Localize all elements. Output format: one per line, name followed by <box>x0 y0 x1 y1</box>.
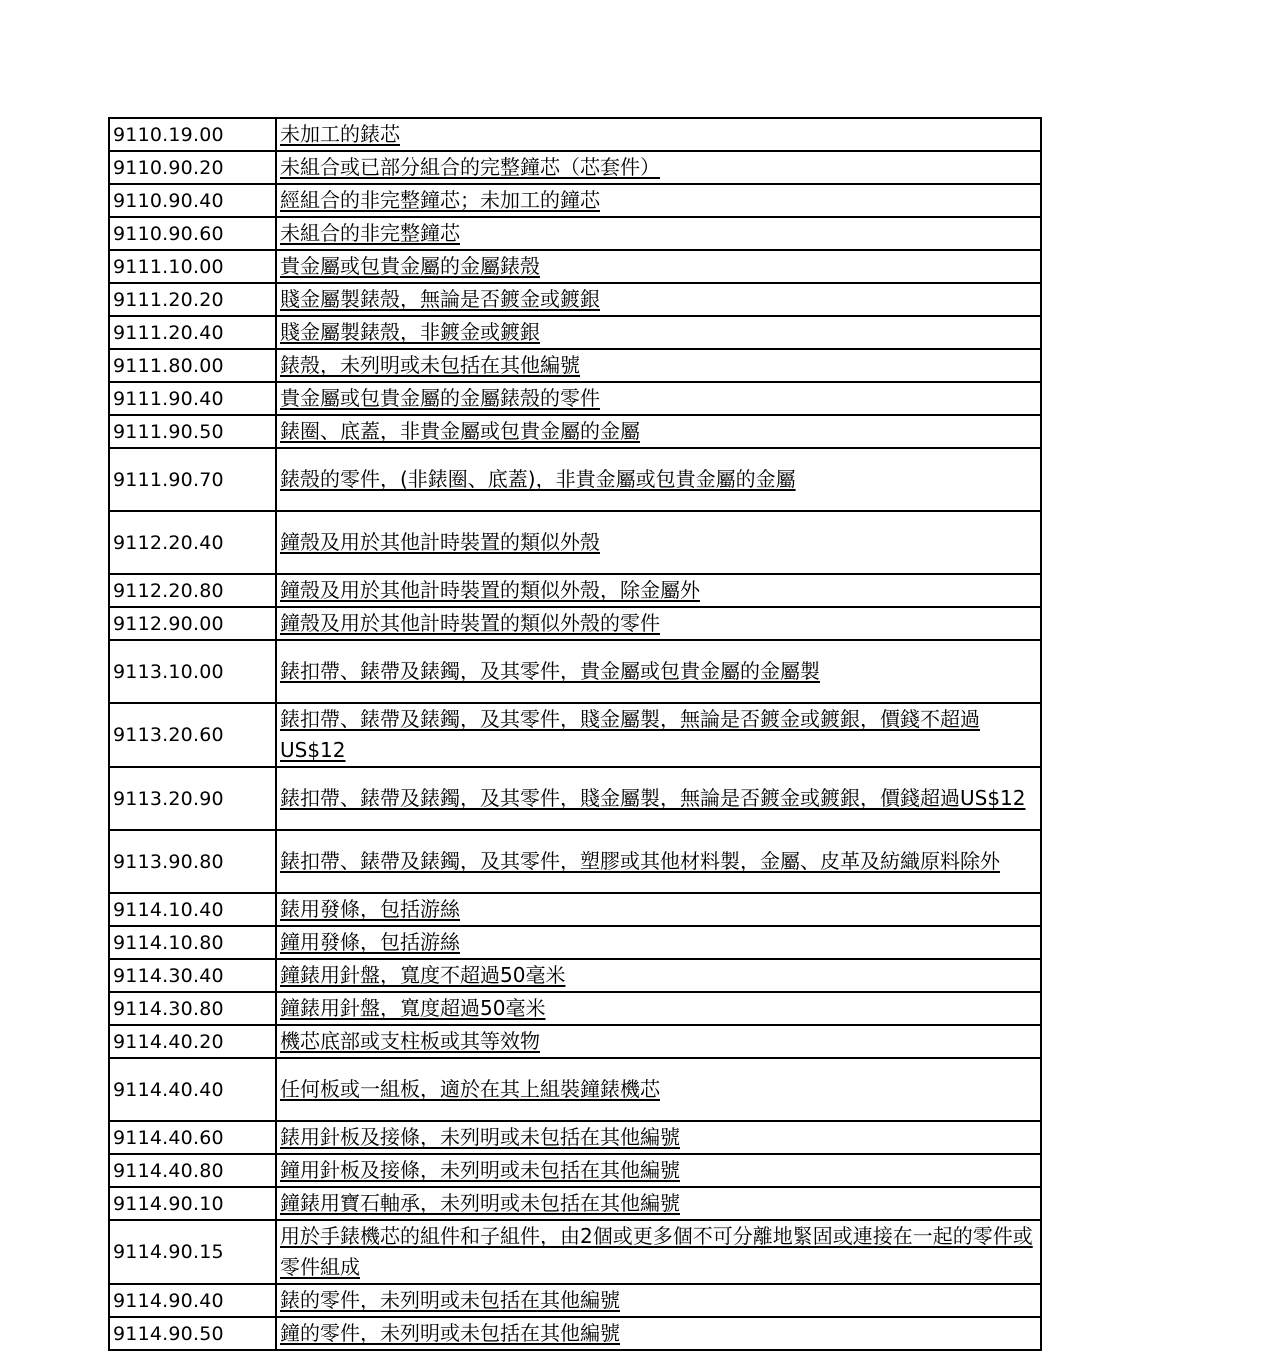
description-cell: 鐘殼及用於其他計時裝置的類似外殼 <box>276 511 1041 574</box>
table-row <box>109 1317 1041 1350</box>
description-cell: 未組合或已部分組合的完整鐘芯（芯套件） <box>276 151 1041 184</box>
tariff-code-table <box>108 117 1042 1351</box>
tariff-code-cell: 9111.90.50 <box>109 415 276 448</box>
table-row <box>109 382 1041 415</box>
description-cell: 鐘的零件，未列明或未包括在其他編號 <box>276 1317 1041 1350</box>
tariff-code-cell: 9111.20.40 <box>109 316 276 349</box>
tariff-code-cell: 9114.40.40 <box>109 1058 276 1121</box>
table-row <box>109 118 1041 151</box>
table-row <box>109 151 1041 184</box>
description-cell: 錶殼的零件，(非錶圈、底蓋)，非貴金屬或包貴金屬的金屬 <box>276 448 1041 511</box>
table-row <box>109 607 1041 640</box>
table-row <box>109 1220 1041 1284</box>
table-row <box>109 184 1041 217</box>
description-cell: 錶扣帶、錶帶及錶鐲，及其零件，貴金屬或包貴金屬的金屬製 <box>276 640 1041 703</box>
table-row <box>109 1121 1041 1154</box>
description-cell: 貴金屬或包貴金屬的金屬錶殼的零件 <box>276 382 1041 415</box>
description-cell: 未組合的非完整鐘芯 <box>276 217 1041 250</box>
description-cell: 錶的零件，未列明或未包括在其他編號 <box>276 1284 1041 1317</box>
tariff-code-cell: 9110.19.00 <box>109 118 276 151</box>
tariff-code-cell: 9112.20.40 <box>109 511 276 574</box>
table-row <box>109 448 1041 511</box>
description-cell: 鐘用發條，包括游絲 <box>276 926 1041 959</box>
table-row <box>109 959 1041 992</box>
table-row <box>109 1284 1041 1317</box>
tariff-code-cell: 9110.90.40 <box>109 184 276 217</box>
table-row <box>109 893 1041 926</box>
description-cell: 賤金屬製錶殼，非鍍金或鍍銀 <box>276 316 1041 349</box>
tariff-code-cell: 9112.20.80 <box>109 574 276 607</box>
table-row <box>109 830 1041 893</box>
tariff-code-cell: 9114.40.80 <box>109 1154 276 1187</box>
tariff-code-cell: 9114.10.80 <box>109 926 276 959</box>
tariff-code-cell: 9111.10.00 <box>109 250 276 283</box>
tariff-code-cell: 9114.30.40 <box>109 959 276 992</box>
tariff-code-cell: 9113.10.00 <box>109 640 276 703</box>
description-cell: 錶用針板及接條，未列明或未包括在其他編號 <box>276 1121 1041 1154</box>
table-row <box>109 316 1041 349</box>
tariff-code-cell: 9111.20.20 <box>109 283 276 316</box>
table-row <box>109 574 1041 607</box>
table-row <box>109 640 1041 703</box>
tariff-code-cell: 9114.10.40 <box>109 893 276 926</box>
description-cell: 錶扣帶、錶帶及錶鐲，及其零件，賤金屬製，無論是否鍍金或鍍銀，價錢超過US$12 <box>276 767 1041 830</box>
table-row <box>109 926 1041 959</box>
description-cell: 任何板或一組板，適於在其上組裝鐘錶機芯 <box>276 1058 1041 1121</box>
table-row <box>109 511 1041 574</box>
description-cell: 用於手錶機芯的組件和子組件，由2個或更多個不可分離地緊固或連接在一起的零件或零件組成 <box>276 1220 1041 1284</box>
description-cell: 錶扣帶、錶帶及錶鐲，及其零件，賤金屬製，無論是否鍍金或鍍銀，價錢不超過US$12 <box>276 703 1041 767</box>
tariff-code-cell: 9112.90.00 <box>109 607 276 640</box>
tariff-code-cell: 9114.90.10 <box>109 1187 276 1220</box>
description-cell: 經組合的非完整鐘芯；未加工的鐘芯 <box>276 184 1041 217</box>
table-row <box>109 703 1041 767</box>
description-cell: 錶扣帶、錶帶及錶鐲，及其零件，塑膠或其他材料製，金屬、皮革及紡織原料除外 <box>276 830 1041 893</box>
description-cell: 機芯底部或支柱板或其等效物 <box>276 1025 1041 1058</box>
table-row <box>109 250 1041 283</box>
tariff-code-cell: 9111.80.00 <box>109 349 276 382</box>
description-cell: 錶殼，未列明或未包括在其他編號 <box>276 349 1041 382</box>
tariff-code-cell: 9114.40.20 <box>109 1025 276 1058</box>
description-cell: 未加工的錶芯 <box>276 118 1041 151</box>
description-cell: 鐘殼及用於其他計時裝置的類似外殼，除金屬外 <box>276 574 1041 607</box>
description-cell: 鐘錶用寶石軸承，未列明或未包括在其他編號 <box>276 1187 1041 1220</box>
table-row <box>109 349 1041 382</box>
tariff-code-cell: 9113.20.60 <box>109 703 276 767</box>
description-cell: 貴金屬或包貴金屬的金屬錶殼 <box>276 250 1041 283</box>
tariff-code-cell: 9111.90.40 <box>109 382 276 415</box>
tariff-code-cell: 9114.90.50 <box>109 1317 276 1350</box>
tariff-code-cell: 9111.90.70 <box>109 448 276 511</box>
table-row <box>109 1187 1041 1220</box>
description-cell: 鐘殼及用於其他計時裝置的類似外殼的零件 <box>276 607 1041 640</box>
table-row <box>109 1058 1041 1121</box>
table-row <box>109 1025 1041 1058</box>
description-cell: 錶圈、底蓋，非貴金屬或包貴金屬的金屬 <box>276 415 1041 448</box>
description-cell: 鐘錶用針盤，寬度超過50毫米 <box>276 992 1041 1025</box>
tariff-code-cell: 9114.30.80 <box>109 992 276 1025</box>
table-row <box>109 1154 1041 1187</box>
tariff-code-cell: 9114.90.15 <box>109 1220 276 1284</box>
table-row <box>109 283 1041 316</box>
table-row <box>109 992 1041 1025</box>
tariff-code-cell: 9113.20.90 <box>109 767 276 830</box>
description-cell: 錶用發條，包括游絲 <box>276 893 1041 926</box>
description-cell: 鐘用針板及接條，未列明或未包括在其他編號 <box>276 1154 1041 1187</box>
table-row <box>109 767 1041 830</box>
tariff-code-cell: 9110.90.20 <box>109 151 276 184</box>
table-body <box>109 118 1041 1350</box>
table-row <box>109 415 1041 448</box>
tariff-code-cell: 9113.90.80 <box>109 830 276 893</box>
tariff-code-cell: 9110.90.60 <box>109 217 276 250</box>
description-cell: 鐘錶用針盤，寬度不超過50毫米 <box>276 959 1041 992</box>
description-cell: 賤金屬製錶殼，無論是否鍍金或鍍銀 <box>276 283 1041 316</box>
tariff-code-cell: 9114.90.40 <box>109 1284 276 1317</box>
tariff-code-cell: 9114.40.60 <box>109 1121 276 1154</box>
table-row <box>109 217 1041 250</box>
